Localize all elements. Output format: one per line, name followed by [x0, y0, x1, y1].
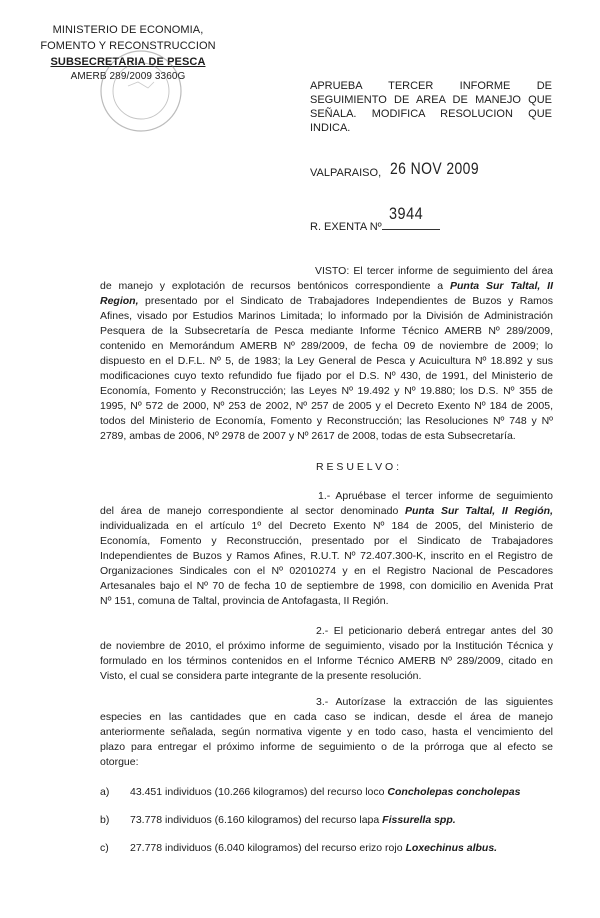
visto-line: contenido en Memorándum AMERB Nº 289/2009, de fecha 09 de noviembre de 2009; lo — [100, 340, 553, 352]
ministry-line-2: FOMENTO Y RECONSTRUCCION — [40, 40, 216, 52]
visto-line: modificaciones cuyo texto refundido fue fijado por el D.S. Nº 430, de 1991, del Ministerio de — [100, 370, 553, 382]
item-text: 73.778 individuos (6.160 kilogramos) del recurso lapa — [130, 814, 383, 826]
stamp-inner-ring — [113, 63, 169, 119]
article-3 — [100, 695, 553, 770]
sector-name: Punta Sur Taltal, II Región, — [405, 505, 553, 517]
visto-line — [100, 294, 553, 309]
visto-line: Economía, Fomento y Reconstrucción; las Leyes Nº 19.492 y Nº 19.880; los D.S. Nº 355 de — [100, 385, 553, 397]
place-label: VALPARAISO, — [310, 167, 382, 179]
subject-line: INDICA. — [310, 122, 351, 134]
article-1 — [100, 489, 553, 609]
resolution-number: 3944 — [389, 204, 424, 223]
article-line: Nº 151, comuna de Taltal, provincia de Antofagasta, II Región. — [100, 595, 389, 607]
subject-block — [310, 79, 552, 135]
species-name: Fissurella spp. — [382, 814, 456, 826]
reference-code: AMERB 289/2009 3360G — [70, 71, 186, 82]
article-line: 1.- Apruébase el tercer informe de seguimiento — [318, 490, 553, 502]
stamp-emblem — [128, 82, 154, 88]
visto-line: VISTO: El tercer informe de seguimiento del área — [315, 265, 553, 277]
article-line: formulado en los términos contenidos en el Informe Técnico AMERB Nº 289/2009, citado en — [100, 655, 553, 667]
article-line: individualizada en el artículo 1º del Decreto Exento Nº 184 de 2005, del Ministerio de — [100, 520, 553, 532]
article-line: 2.- El peticionario deberá entregar antes del 30 — [316, 625, 553, 637]
visto-line: Pesquera de la Subsecretaría de Pesca mediante Informe Técnico AMERB Nº 289/2009, — [100, 325, 553, 337]
subject-line: SEÑALA. MODIFICA RESOLUCION QUE — [310, 108, 552, 120]
resolution-label: R. EXENTA Nº — [310, 221, 382, 233]
item-letter: b) — [100, 814, 110, 826]
visto-line — [100, 279, 553, 294]
visto-line: 2789, ambas de 2006, Nº 2978 de 2007 y Nº 2617 de 2008, todas de esta Subsecretaría. — [100, 430, 516, 442]
species-name: Concholepas concholepas — [387, 786, 521, 798]
species-name: Loxechinus albus. — [405, 842, 498, 854]
subject-line: SEGUIMIENTO DE AREA DE MANEJO QUE — [310, 94, 552, 106]
item-text: 27.778 individuos (6.040 kilogramos) del recurso erizo rojo — [130, 842, 406, 854]
sector-name: Region, — [100, 295, 139, 307]
visto-line: Afines, visado por Estudios Marinos Limitada; lo informado por la División de Administración — [100, 310, 553, 322]
article-line: 3.- Autorízase la extracción de las siguientes — [316, 696, 553, 708]
authorization-item — [100, 785, 553, 800]
article-2 — [100, 624, 553, 684]
ministry-line-1: MINISTERIO DE ECONOMIA, — [52, 24, 204, 36]
article-line: anteriormente señalada, según normativa vigente y en todo caso, hasta el vencimiento del — [100, 726, 553, 738]
sector-name: Punta Sur Taltal, II — [449, 280, 553, 292]
article-line: Artesanales bajo el Nº 70 de fecha 10 de septiembre de 1998, con domicilio en Avenida Prat — [100, 580, 553, 592]
resolution-number-underline — [382, 229, 440, 230]
visto-line: todos del Ministerio de Economía, Fomento y Reconstrucción; las Resoluciones Nº 748 y Nº — [100, 415, 553, 427]
article-line: de noviembre de 2010, el próximo informe de seguimiento, visado por la Institución Técnica y — [100, 640, 553, 652]
resuelvo-heading: R E S U E L V O : — [316, 461, 400, 473]
article-line-text: del área de manejo correspondiente al sector denominado — [100, 505, 406, 517]
article-line: plazo para entregar el próximo informe de seguimiento o de la prórroga que al efecto se — [100, 741, 553, 753]
article-line — [100, 504, 553, 519]
subsecretaria-name: SUBSECRETARIA DE PESCA — [50, 56, 206, 68]
article-line: Independientes de Buzos y Ramos Afines, R.U.T. Nº 72.407.300-K, inscrito en el Registro de — [100, 550, 553, 562]
visto-line: dispuesto en el D.F.L. Nº 5, de 1983; la Ley General de Pesca y Acuicultura Nº 18.892 y sus — [100, 355, 553, 367]
item-letter: a) — [100, 786, 110, 798]
item-letter: c) — [100, 842, 109, 854]
visto-line: 1995, Nº 572 de 2000, Nº 253 de 2002, Nº 257 de 2005 y el Decreto Exento Nº 184 de 2005, — [100, 400, 553, 412]
article-line: Organizaciones Sindicales con el Nº 02010274 y en el Registro Nacional de Pescadores — [100, 565, 553, 577]
article-line: otorgue: — [100, 756, 139, 768]
date-stamp: 26 NOV 2009 — [390, 159, 479, 178]
article-line: Economía, Fomento y Reconstrucción, presentado por el Sindicato de Trabajadores — [100, 535, 553, 547]
seal-stamp — [98, 48, 184, 134]
item-text: 43.451 individuos (10.266 kilogramos) del recurso loco — [130, 786, 388, 798]
article-line: especies en las cantidades que en cada caso se indican, desde el área de manejo — [100, 711, 553, 723]
subject-line: APRUEBA TERCER INFORME DE — [310, 80, 552, 92]
authorization-item — [100, 841, 553, 856]
visto-line-text: de manejo y explotación de recursos bentónicos correspondiente a — [100, 280, 450, 292]
visto-line-text: presentado por el Sindicato de Trabajadores Independientes de Buzos y Ramos — [138, 295, 553, 307]
authorization-item — [100, 813, 553, 828]
article-line: Visto, el cual se considera parte integrante de la presente resolución. — [100, 670, 422, 682]
visto-paragraph — [100, 264, 553, 444]
